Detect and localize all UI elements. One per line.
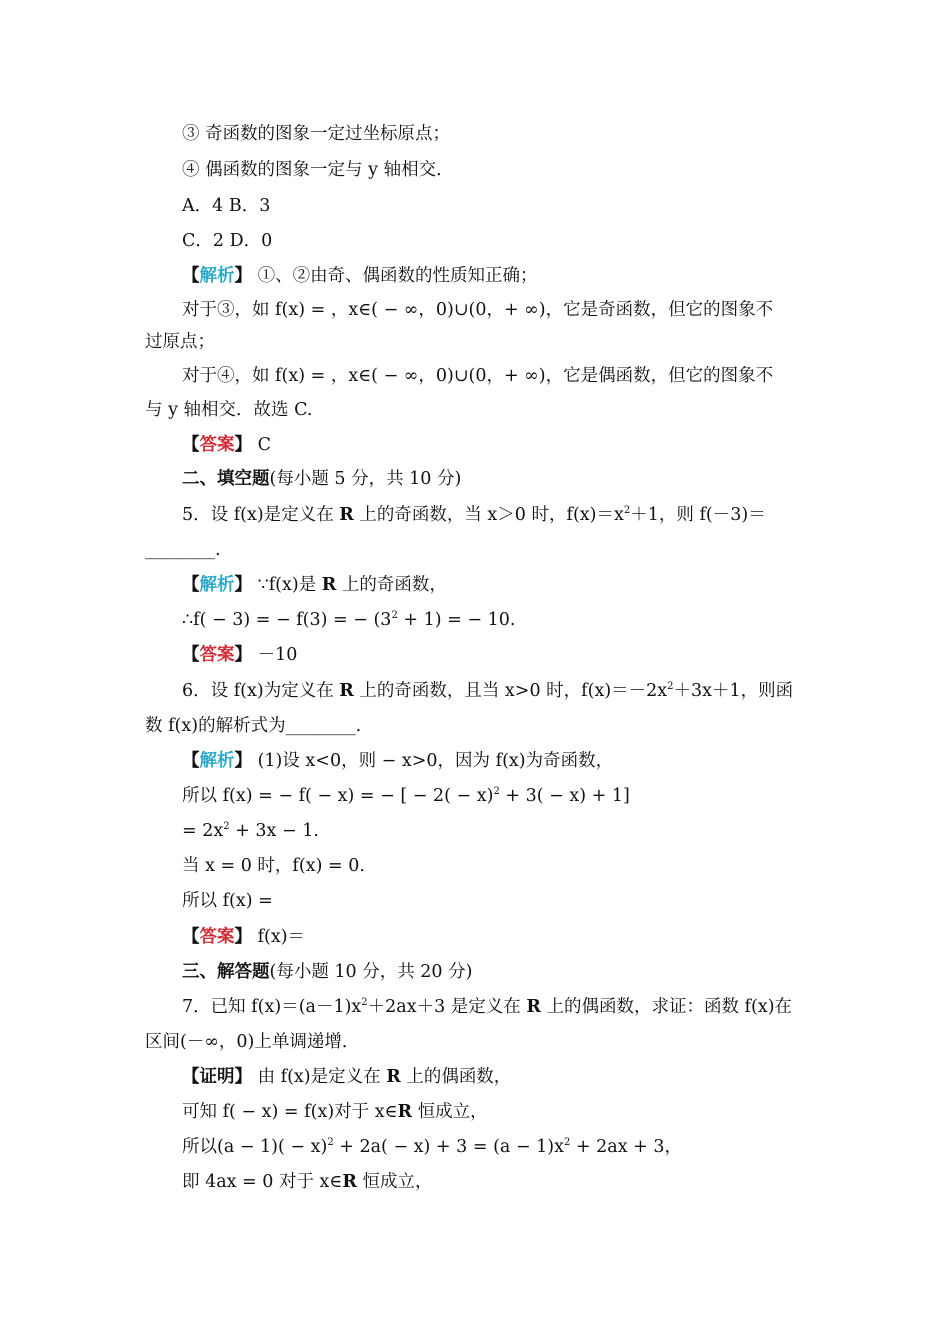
- answer-tag: 【答案】: [182, 435, 252, 455]
- analysis-line-2: 对于③，如 f(x) = ，x∈( − ∞，0)∪(0，+ ∞)，它是奇函数，但它的图象不: [182, 300, 774, 320]
- analysis-6-line-1: 【解析】 (1)设 x<0，则 − x>0，因为 f(x)为奇函数，: [182, 751, 614, 771]
- analysis-tag: 【解析】: [182, 266, 252, 286]
- option-ab: A．4 B．3: [182, 196, 271, 216]
- analysis-6-line-5: 所以 f(x) =: [182, 891, 273, 911]
- option-cd: C．2 D．0: [182, 231, 273, 251]
- analysis-line-3: 过原点；: [145, 332, 215, 352]
- answer-line-5: 【答案】 －10: [182, 645, 298, 665]
- proof-line-1: 【证明】 由 f(x)是定义在 R 上的偶函数，: [182, 1067, 512, 1087]
- question-5-blank: ________.: [145, 540, 221, 560]
- analysis-5-line-2: ∴f( − 3) = − f(3) = − $(3^2 + 1)$ = − 10.: [182, 610, 516, 630]
- proof-line-4: 即 4ax = 0 对于 x∈R 恒成立，: [182, 1172, 433, 1192]
- answer-tag: 【答案】: [182, 645, 252, 665]
- proof-line-3: 所以$(a - 1)( - x)^2 + 2a( - x) + 3 = (a - 1)x^2 + 2ax + 3$，: [182, 1137, 682, 1157]
- analysis-6-line-3: = $2x^2 + 3x - 1$.: [182, 821, 319, 841]
- question-5-line-1: 5．设 f(x)是定义在 R 上的奇函数，当 x＞0 时，$f(x)=x^2+1$，则 f(－3)＝: [182, 505, 766, 525]
- section-fill-blank: 二、填空题(每小题 5 分，共 10 分): [182, 469, 462, 489]
- proof-tag: 【证明】: [182, 1067, 252, 1087]
- section-solve: 三、解答题(每小题 10 分，共 20 分): [182, 962, 473, 982]
- answer-line-4: 【答案】 C: [182, 435, 271, 455]
- analysis-tag: 【解析】: [182, 575, 252, 595]
- question-7-line-1: 7．已知 $f(x)=(a-1)x^2+2ax+3$ 是定义在 R 上的偶函数，求证：函数 f(x)在: [182, 997, 793, 1017]
- answer-line-6: 【答案】 f(x)＝: [182, 927, 306, 947]
- statement-3: ③ 奇函数的图象一定过坐标原点；: [182, 124, 451, 144]
- analysis-5-line-1: 【解析】 ∵f(x)是 R 上的奇函数，: [182, 575, 447, 595]
- statement-4: ④ 偶函数的图象一定与 y 轴相交．: [182, 160, 454, 180]
- proof-line-2: 可知 f( − x) = f(x)对于 x∈R 恒成立，: [182, 1102, 488, 1122]
- analysis-6-line-2: 所以 f(x) = − f( − x) = − [ − $2( - x)^2 + 3( - x) + 1$]: [182, 786, 630, 806]
- question-6-line-2: 数 f(x)的解析式为________.: [145, 716, 362, 736]
- analysis-line-5: 与 y 轴相交．故选 C.: [145, 400, 313, 420]
- analysis-tag: 【解析】: [182, 751, 252, 771]
- analysis-line-1: 【解析】 ①、②由奇、偶函数的性质知正确；: [182, 266, 538, 286]
- answer-tag: 【答案】: [182, 927, 252, 947]
- question-6-line-1: 6．设 f(x)为定义在 R 上的奇函数，且当 x>0 时，$f(x)=-2x^2+3x+1$，则函: [182, 681, 794, 701]
- analysis-6-line-4: 当 x = 0 时，f(x) = 0.: [182, 856, 365, 876]
- analysis-line-4: 对于④，如 f(x) = ，x∈( − ∞，0)∪(0，+ ∞)，它是偶函数，但它的图象不: [182, 366, 774, 386]
- question-7-line-2: 区间(－∞，0)上单调递增．: [145, 1032, 360, 1052]
